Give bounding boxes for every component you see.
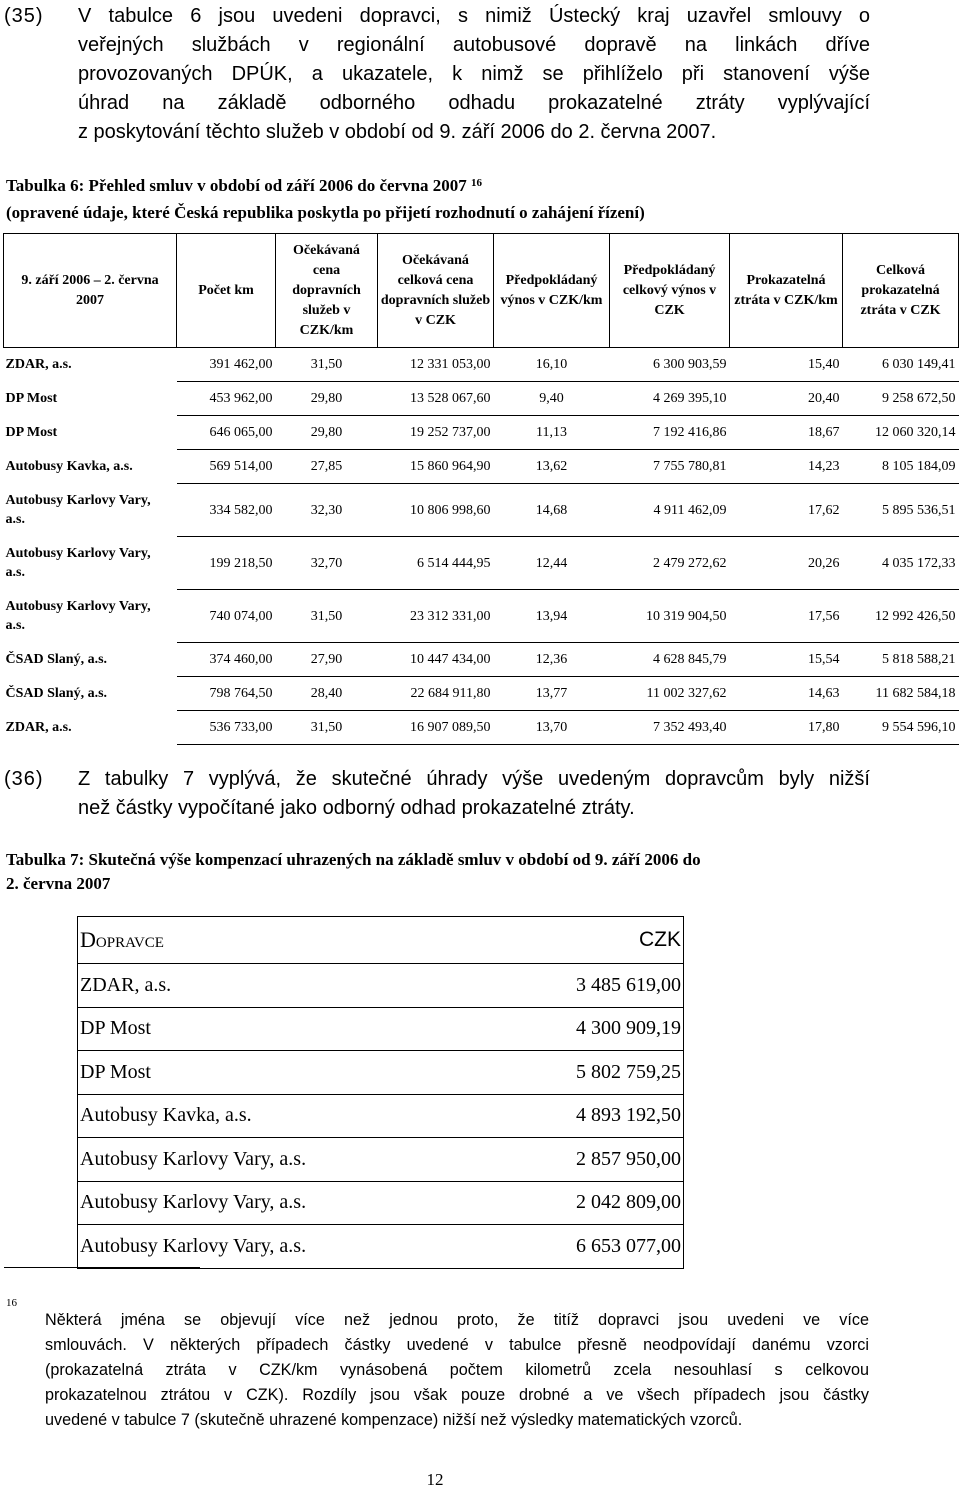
value-cell: 15 860 964,90 xyxy=(378,450,494,484)
amount-cell: 2 042 809,00 xyxy=(408,1181,684,1225)
table7 xyxy=(77,916,684,1269)
value-cell: 536 733,00 xyxy=(177,711,276,745)
carrier-cell: Autobusy Karlovy Vary, a.s. xyxy=(5,493,151,527)
value-cell: 12,44 xyxy=(494,537,610,590)
carrier-cell: Autobusy Karlovy Vary, a.s. xyxy=(78,1138,408,1182)
value-cell: 17,80 xyxy=(730,711,843,745)
table6 xyxy=(3,233,959,745)
footnote-line: uvedené v tabulce 7 (skutečně uhrazené kompenzace) nižší než výsledky matematických vzorců. xyxy=(45,1411,743,1429)
value-cell: 31,50 xyxy=(276,711,378,745)
amount-cell: 4 893 192,50 xyxy=(408,1094,684,1138)
value-cell: 20,40 xyxy=(730,382,843,416)
value-cell: 31,50 xyxy=(276,348,378,382)
carrier-cell: ČSAD Slaný, a.s. xyxy=(5,652,108,667)
value-cell: 12 992 426,50 xyxy=(843,590,959,643)
carrier-cell: ČSAD Slaný, a.s. xyxy=(5,686,108,701)
table-row xyxy=(4,348,959,382)
value-cell: 22 684 911,80 xyxy=(378,677,494,711)
carrier-cell: Autobusy Karlovy Vary, a.s. xyxy=(78,1181,408,1225)
value-cell: 14,68 xyxy=(494,484,610,537)
value-cell: 5 818 588,21 xyxy=(843,643,959,677)
paragraph-line: Z tabulky 7 vyplývá, že skutečné úhrady výše uvedeným dopravcům byly nižší xyxy=(78,768,870,790)
amount-cell: 3 485 619,00 xyxy=(408,964,684,1008)
value-cell: 16,10 xyxy=(494,348,610,382)
table7-caption xyxy=(6,848,886,896)
carrier-cell: DP Most xyxy=(5,425,58,440)
value-cell: 29,80 xyxy=(276,382,378,416)
value-cell: 32,30 xyxy=(276,484,378,537)
value-cell: 15,40 xyxy=(730,348,843,382)
value-cell: 13,62 xyxy=(494,450,610,484)
value-cell: 7 755 780,81 xyxy=(610,450,730,484)
carrier-cell: Autobusy Karlovy Vary, a.s. xyxy=(5,599,151,633)
value-cell: 4 035 172,33 xyxy=(843,537,959,590)
table-row xyxy=(4,711,959,745)
value-cell: 569 514,00 xyxy=(177,450,276,484)
value-cell: 9 554 596,10 xyxy=(843,711,959,745)
table7-header-carrier: Dopravce xyxy=(78,917,408,964)
table6-header-period: 9. září 2006 – 2. června 2007 xyxy=(4,234,177,348)
value-cell: 19 252 737,00 xyxy=(378,416,494,450)
footnote-line: Některá jména se objevují více než jednou proto, že titíž dopravci jsou uvedeni ve více xyxy=(45,1311,869,1329)
value-cell: 5 895 536,51 xyxy=(843,484,959,537)
value-cell: 798 764,50 xyxy=(177,677,276,711)
value-cell: 11 002 327,62 xyxy=(610,677,730,711)
value-cell: 9,40 xyxy=(494,382,610,416)
table6-caption-title: Tabulka 6: Přehled smluv v období od září 2006 do června 2007 xyxy=(6,176,467,195)
value-cell: 31,50 xyxy=(276,590,378,643)
footnote-line: (prokazatelná ztráta v CZK/km vynásobená počtem kilometrů zcela nesouhlasí s celkovou xyxy=(45,1361,869,1379)
paragraph-line: provozovaných DPÚK, a ukazatele, k nimž se přihlíželo při stanovení výše xyxy=(78,63,870,85)
carrier-cell: ZDAR, a.s. xyxy=(78,964,408,1008)
table-row xyxy=(78,964,684,1008)
value-cell: 11 682 584,18 xyxy=(843,677,959,711)
value-cell: 13,70 xyxy=(494,711,610,745)
paragraph-36 xyxy=(0,765,960,823)
value-cell: 6 300 903,59 xyxy=(610,348,730,382)
paragraph-35 xyxy=(0,2,960,147)
table-row xyxy=(78,1051,684,1095)
table-row xyxy=(78,1225,684,1269)
amount-cell: 2 857 950,00 xyxy=(408,1138,684,1182)
value-cell: 391 462,00 xyxy=(177,348,276,382)
table-row xyxy=(4,537,959,590)
paragraph-line: z poskytování těchto služeb v období od 9. září 2006 do 2. června 2007. xyxy=(78,121,717,143)
value-cell: 15,54 xyxy=(730,643,843,677)
table-row xyxy=(78,1007,684,1051)
value-cell: 12 331 053,00 xyxy=(378,348,494,382)
carrier-cell: DP Most xyxy=(5,391,58,406)
value-cell: 374 460,00 xyxy=(177,643,276,677)
value-cell: 7 352 493,40 xyxy=(610,711,730,745)
value-cell: 6 030 149,41 xyxy=(843,348,959,382)
carrier-cell: Autobusy Kavka, a.s. xyxy=(5,459,133,474)
value-cell: 646 065,00 xyxy=(177,416,276,450)
value-cell: 13 528 067,60 xyxy=(378,382,494,416)
paragraph-line: veřejných službách v regionální autobusové dopravě na linkách dříve xyxy=(78,34,870,56)
value-cell: 14,23 xyxy=(730,450,843,484)
amount-cell: 4 300 909,19 xyxy=(408,1007,684,1051)
footnote-line: prokazatelnou ztrátou v CZK). Rozdíly jsou však pouze drobné a ve všech případech jsou částky xyxy=(45,1386,869,1404)
value-cell: 10 319 904,50 xyxy=(610,590,730,643)
carrier-cell: DP Most xyxy=(78,1051,408,1095)
value-cell: 2 479 272,62 xyxy=(610,537,730,590)
table7-caption-line: 2. června 2007 xyxy=(6,874,111,893)
value-cell: 14,63 xyxy=(730,677,843,711)
table6-header-total-price: Očekávaná celková cena dopravních služeb v CZK xyxy=(378,234,494,348)
table-row xyxy=(78,1138,684,1182)
table-row xyxy=(78,1094,684,1138)
footnote-number: 16 xyxy=(6,1297,17,1309)
table6-header-total-loss: Celková prokazatelná ztráta v CZK xyxy=(843,234,959,348)
table6-caption-subtitle: (opravené údaje, které Česká republika poskytla po přijetí rozhodnutí o zahájení řízení) xyxy=(6,203,645,222)
table-row xyxy=(4,450,959,484)
paragraph-number: (35) xyxy=(4,5,44,27)
table-row xyxy=(4,677,959,711)
value-cell: 28,40 xyxy=(276,677,378,711)
table6-header-row xyxy=(4,234,959,348)
footnote-separator xyxy=(4,1267,200,1268)
value-cell: 199 218,50 xyxy=(177,537,276,590)
value-cell: 453 962,00 xyxy=(177,382,276,416)
table-row xyxy=(4,484,959,537)
value-cell: 13,94 xyxy=(494,590,610,643)
table-row xyxy=(4,382,959,416)
paragraph-line: než částky vypočítané jako odborný odhad prokazatelné ztráty. xyxy=(78,797,635,819)
amount-cell: 6 653 077,00 xyxy=(408,1225,684,1269)
value-cell: 32,70 xyxy=(276,537,378,590)
value-cell: 7 192 416,86 xyxy=(610,416,730,450)
table7-caption-line: Tabulka 7: Skutečná výše kompenzací uhrazených na základě smluv v období od 9. září 2006 do xyxy=(6,850,701,869)
value-cell: 10 447 434,00 xyxy=(378,643,494,677)
table-row xyxy=(4,643,959,677)
value-cell: 27,85 xyxy=(276,450,378,484)
table6-header-total-revenue: Předpokládaný celkový výnos v CZK xyxy=(610,234,730,348)
value-cell: 334 582,00 xyxy=(177,484,276,537)
footnote-reference: 16 xyxy=(471,177,483,189)
carrier-cell: Autobusy Karlovy Vary, a.s. xyxy=(78,1225,408,1269)
value-cell: 4 628 845,79 xyxy=(610,643,730,677)
table-row xyxy=(78,1181,684,1225)
paragraph-number: (36) xyxy=(4,768,44,790)
value-cell: 9 258 672,50 xyxy=(843,382,959,416)
value-cell: 4 911 462,09 xyxy=(610,484,730,537)
carrier-cell: ZDAR, a.s. xyxy=(5,357,72,373)
value-cell: 17,62 xyxy=(730,484,843,537)
table7-header-row xyxy=(78,917,684,964)
footnote-line: smlouvách. V některých případech částky uvedené v tabulce přesně neodpovídají danému vzorci xyxy=(45,1336,869,1354)
carrier-cell: ZDAR, a.s. xyxy=(5,720,72,735)
value-cell: 4 269 395,10 xyxy=(610,382,730,416)
value-cell: 29,80 xyxy=(276,416,378,450)
value-cell: 8 105 184,09 xyxy=(843,450,959,484)
value-cell: 17,56 xyxy=(730,590,843,643)
carrier-cell: Autobusy Karlovy Vary, a.s. xyxy=(5,546,151,580)
value-cell: 18,67 xyxy=(730,416,843,450)
paragraph-line: V tabulce 6 jsou uvedeni dopravci, s nimiž Ústecký kraj uzavřel smlouvy o xyxy=(78,5,870,27)
value-cell: 23 312 331,00 xyxy=(378,590,494,643)
value-cell: 740 074,00 xyxy=(177,590,276,643)
footnote-text xyxy=(45,1308,869,1433)
table6-header-revenue-per-km: Předpokládaný výnos v CZK/km xyxy=(494,234,610,348)
value-cell: 6 514 444,95 xyxy=(378,537,494,590)
paragraph-line: úhrad na základě odborného odhadu prokazatelné ztráty vyplývající xyxy=(78,92,870,114)
page-number: 12 xyxy=(426,1470,444,1489)
value-cell: 16 907 089,50 xyxy=(378,711,494,745)
value-cell: 12 060 320,14 xyxy=(843,416,959,450)
value-cell: 13,77 xyxy=(494,677,610,711)
amount-cell: 5 802 759,25 xyxy=(408,1051,684,1095)
table6-caption xyxy=(6,174,886,225)
table6-header-price-per-km: Očekávaná cena dopravních služeb v CZK/km xyxy=(276,234,378,348)
table-row xyxy=(4,590,959,643)
value-cell: 12,36 xyxy=(494,643,610,677)
table-row xyxy=(4,416,959,450)
value-cell: 27,90 xyxy=(276,643,378,677)
value-cell: 20,26 xyxy=(730,537,843,590)
value-cell: 10 806 998,60 xyxy=(378,484,494,537)
carrier-cell: DP Most xyxy=(78,1007,408,1051)
table6-header-km: Počet km xyxy=(177,234,276,348)
value-cell: 11,13 xyxy=(494,416,610,450)
table7-header-czk: CZK xyxy=(408,917,684,964)
carrier-cell: Autobusy Kavka, a.s. xyxy=(78,1094,408,1138)
table6-header-loss-per-km: Prokazatelná ztráta v CZK/km xyxy=(730,234,843,348)
